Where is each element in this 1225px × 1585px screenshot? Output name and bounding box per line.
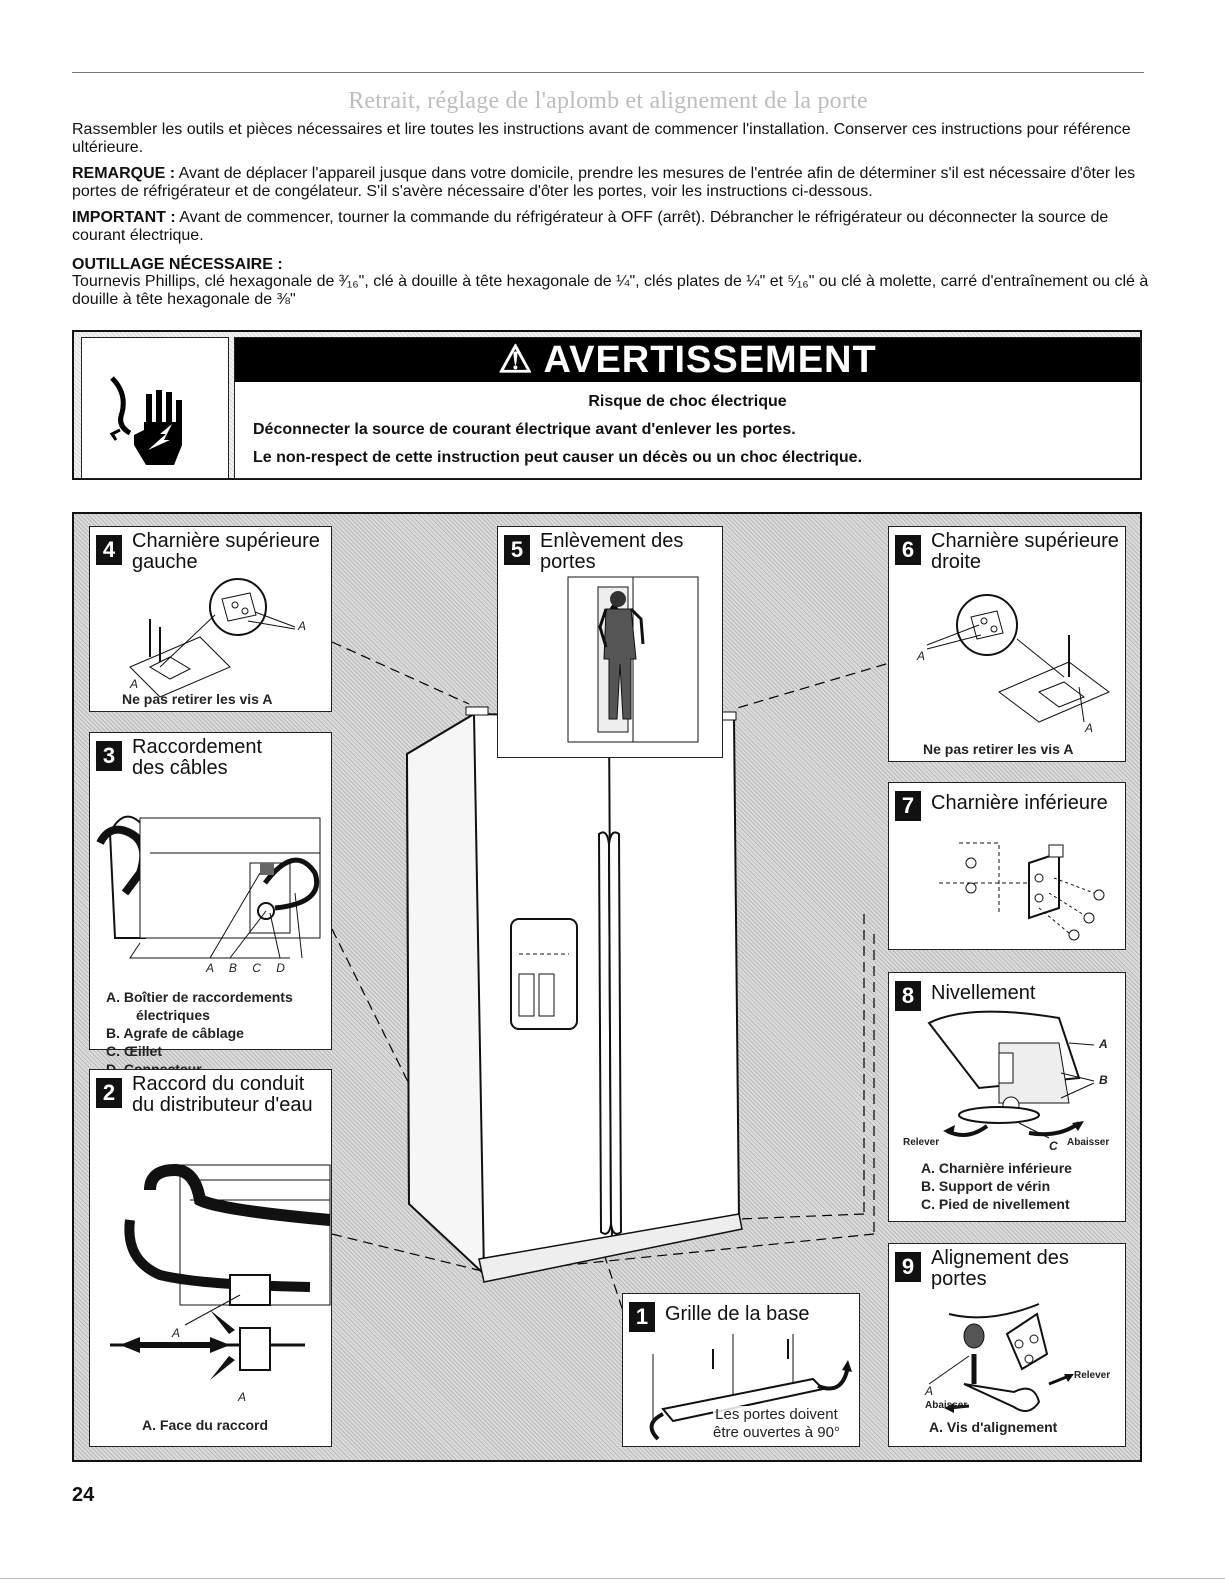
warning-content — [234, 337, 1141, 479]
warning-banner: ⚠ AVERTISSEMENT — [235, 338, 1140, 382]
intro-paragraph: Rassembler les outils et pièces nécessaires et lire toutes les instructions avant de commencer l'installation. Conserver ces instructions pour référence ultérieure. — [72, 121, 1131, 156]
important-label: IMPORTANT : — [72, 209, 176, 226]
door-removal-diagram — [72, 512, 1142, 1462]
shock-hazard-icon — [81, 337, 229, 479]
step-6-panel — [888, 526, 1126, 762]
step-4-title: Charnière supérieure gauche — [132, 530, 320, 573]
step-9-legend: A. Vis d'alignement — [929, 1419, 1058, 1435]
step-6-label-a1: A — [917, 649, 926, 663]
step-8-abaisser: Abaisser — [1067, 1137, 1110, 1148]
door-lift-drawing — [498, 527, 724, 759]
remarque-label: REMARQUE : — [72, 165, 176, 182]
step-2-title: Raccord du conduit du distributeur d'eau — [132, 1073, 313, 1116]
step-5-number: 5 — [504, 535, 530, 565]
water-line-drawing — [90, 1070, 333, 1448]
step-1-number: 1 — [629, 1302, 655, 1332]
tools-heading: OUTILLAGE NÉCESSAIRE : — [72, 256, 283, 273]
left-top-hinge-drawing — [90, 527, 333, 713]
bottom-hinge-drawing — [889, 783, 1127, 951]
warning-line-2: Le non-respect de cette instruction peut causer un décès ou un choc électrique. — [253, 449, 863, 466]
page-number: 24 — [72, 1484, 95, 1506]
step-8-label-c: C — [1049, 1139, 1058, 1153]
step-6-title: Charnière supérieure droite — [931, 530, 1119, 573]
step-2-label-a2: A — [238, 1390, 247, 1404]
step-7-panel — [888, 782, 1126, 950]
step-9-label-a: A — [925, 1384, 934, 1398]
step-8-relever: Relever — [903, 1137, 940, 1148]
step-3-letters: A B C D — [206, 961, 291, 975]
step-5-title: Enlèvement des portes — [540, 530, 684, 573]
step-9-abaisser: Abaisser — [925, 1400, 968, 1411]
step-6-label-a2: A — [1085, 721, 1094, 735]
warning-risk: Risque de choc électrique — [588, 393, 787, 410]
step-8-label-a: A — [1099, 1037, 1108, 1051]
step-9-title: Alignement des portes — [931, 1247, 1069, 1290]
warning-line-1: Déconnecter la source de courant électrique avant d'enlever les portes. — [253, 421, 796, 438]
top-rule — [72, 72, 1144, 73]
step-7-number: 7 — [895, 791, 921, 821]
bottom-rule — [0, 1578, 1225, 1579]
step-4-label-a1: A — [298, 619, 307, 633]
step-3-panel — [89, 732, 332, 1059]
step-9-relever: Relever — [1074, 1370, 1111, 1381]
section-title: Retrait, réglage de l'aplomb et alignement de la porte — [348, 88, 868, 114]
step-4-caption: Ne pas retirer les vis A — [122, 691, 273, 707]
step-3-number: 3 — [96, 741, 122, 771]
step-6-caption: Ne pas retirer les vis A — [923, 741, 1074, 757]
step-3-legend: A. Boîtier de raccordements électriques B. Agrafe de câblage C. Œillet — [106, 989, 293, 1059]
remarque-text: Avant de déplacer l'appareil jusque dans votre domicile, prendre les mesures de l'entrée afin de déterminer s'il est nécessaire d'ôter les portes de réfrigérateur et de congélateur. S'il s'avère nécessaire d'ôter les portes, voir les instructions ci-dessous. — [72, 165, 1136, 200]
step-5-panel — [497, 526, 723, 758]
remarque-paragraph — [72, 165, 1152, 201]
step-2-number: 2 — [96, 1078, 122, 1108]
step-8-number: 8 — [895, 981, 921, 1011]
important-paragraph — [72, 209, 1152, 245]
step-8-label-b: B — [1099, 1073, 1108, 1087]
warning-box — [72, 330, 1142, 480]
step-1-title: Grille de la base — [665, 1303, 810, 1325]
step-1-panel — [622, 1293, 860, 1447]
step-8-title: Nivellement — [931, 982, 1036, 1004]
step-2-label-a1: A — [172, 1326, 181, 1340]
step-4-label-a2: A — [130, 677, 139, 691]
step-4-number: 4 — [96, 535, 122, 565]
step-4-panel — [89, 526, 332, 712]
step-2-legend: A. Face du raccord — [142, 1417, 269, 1433]
step-9-panel — [888, 1243, 1126, 1447]
step-6-number: 6 — [895, 535, 921, 565]
important-text: Avant de commencer, tourner la commande du réfrigérateur à OFF (arrêt). Débrancher le réfrigérateur ou déconnecter la source de courant électrique. — [72, 209, 1109, 244]
step-8-panel — [888, 972, 1126, 1222]
step-9-number: 9 — [895, 1252, 921, 1282]
step-3-title: Raccordement des câbles — [132, 736, 263, 779]
step-7-title: Charnière inférieure — [931, 792, 1108, 814]
step-1-note: Les portes doivent être ouvertes à 90° — [713, 1406, 840, 1441]
step-2-panel — [89, 1069, 332, 1447]
step-8-legend: A. Charnière inférieure B. Support de vérin C. Pied de nivellement — [921, 1160, 1072, 1212]
tools-text: Tournevis Phillips, clé hexagonale de ³⁄₁₆", clé à douille à tête hexagonale de ¼", clés plates de ¼" et ⁵⁄₁₆" ou clé à molette, carré d'entraînement ou clé à douille à tête hexagonale de ⅜" — [72, 273, 1149, 308]
